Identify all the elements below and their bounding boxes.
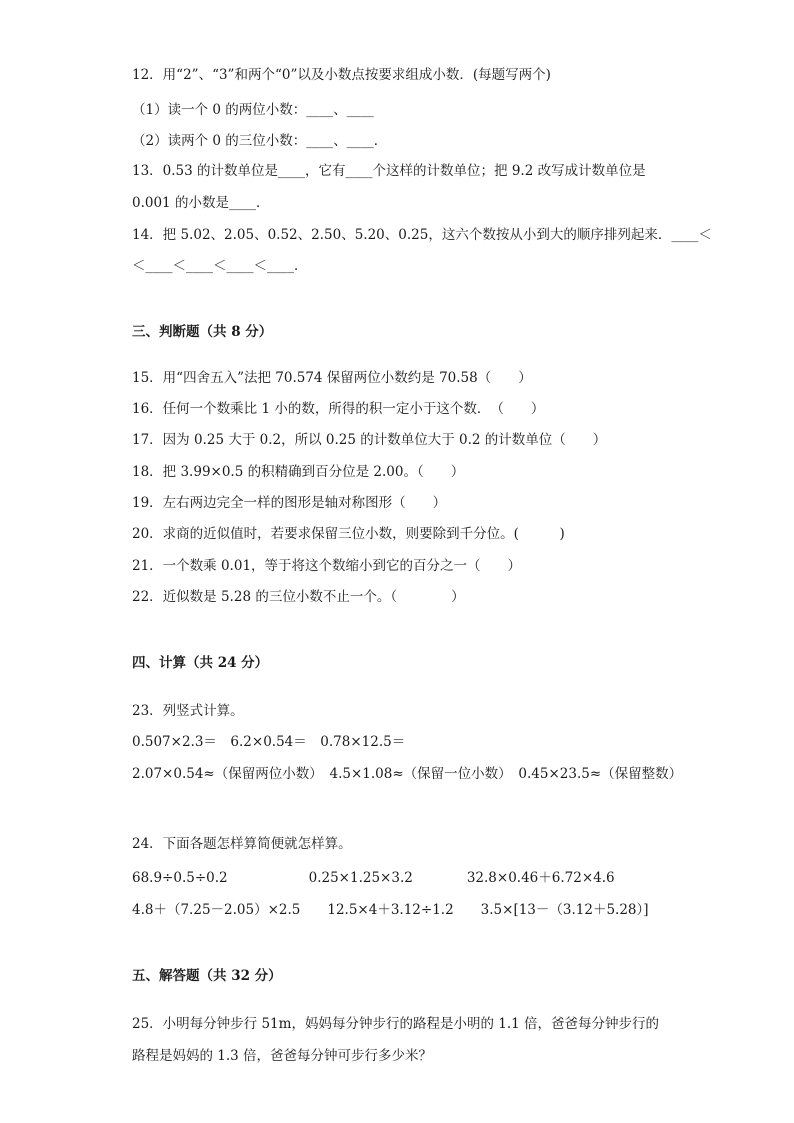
q14-line1: 14．把 5.02、2.05、0.52、2.50、5.20、0.25，这六个数按从小到大的顺序排列起来．____＜ [132, 227, 712, 243]
q22: 22．近似数是 5.28 的三位小数不止一个。（ ） [132, 589, 465, 605]
q16: 16．任何一个数乘比 1 小的数，所得的积一定小于这个数． （ ） [132, 401, 545, 417]
q12-part1: （1）读一个 0 的两位小数：____、____ [132, 102, 374, 118]
q24-stem: 24．下面各题怎样算简便就怎样算。 [132, 836, 352, 852]
section-heading-word-problems: 五、解答题（共 32 分） [132, 968, 282, 984]
q25-line2: 路程是妈妈的 1.3 倍，爸爸每分钟可步行多少米？ [132, 1048, 433, 1064]
q13-line2: 0.001 的小数是____． [132, 195, 270, 211]
section-heading-calculation: 四、计算（共 24 分） [132, 655, 269, 671]
q18: 18．把 3.99×0.5 的积精确到百分位是 2.00。（ ） [132, 464, 465, 480]
q19: 19．左右两边完全一样的图形是轴对称图形（ ） [132, 495, 447, 511]
q25-line1: 25．小明每分钟步行 51m，妈妈每分钟步行的路程是小明的 1.1 倍，爸爸每分钟步行的 [132, 1016, 659, 1032]
q23-row2: 2.07×0.54≈（保留两位小数） 4.5×1.08≈（保留一位小数） 0.45×23.5≈（保留整数） [132, 766, 683, 782]
q24-row1: 68.9÷0.5÷0.2 0.25×1.25×3.2 32.8×0.46＋6.72×4.6 [132, 870, 615, 886]
q23-stem: 23．列竖式计算。 [132, 703, 244, 719]
q17: 17．因为 0.25 大于 0.2，所以 0.25 的计数单位大于 0.2 的计数单位（ ） [132, 432, 607, 448]
q12-part2: （2）读两个 0 的三位小数：____、____． [132, 133, 388, 149]
q15: 15．用“四舍五入”法把 70.574 保留两位小数约是 70.58（ ） [132, 370, 532, 386]
q14-line2: ＜____＜____＜____＜____． [132, 258, 308, 274]
q21: 21．一个数乘 0.01，等于将这个数缩小到它的百分之一（ ） [132, 558, 522, 574]
q24-row2: 4.8＋（7.25－2.05）×2.5 12.5×4＋3.12÷1.2 3.5×[13－（3.12＋5.28）] [132, 902, 649, 918]
q13-line1: 13．0.53 的计数单位是____，它有____个这样的计数单位；把 9.2 改写成计数单位是 [132, 163, 646, 179]
q23-row1: 0.507×2.3＝ 6.2×0.54＝ 0.78×12.5＝ [132, 734, 406, 750]
q20: 20．求商的近似值时，若要求保留三位小数，则要除到千分位。( ) [132, 526, 565, 542]
section-heading-judgement: 三、判断题（共 8 分） [132, 324, 273, 340]
q12-stem: 12．用“2”、“3”和两个“0”以及小数点按要求组成小数．(每题写两个) [132, 67, 551, 83]
